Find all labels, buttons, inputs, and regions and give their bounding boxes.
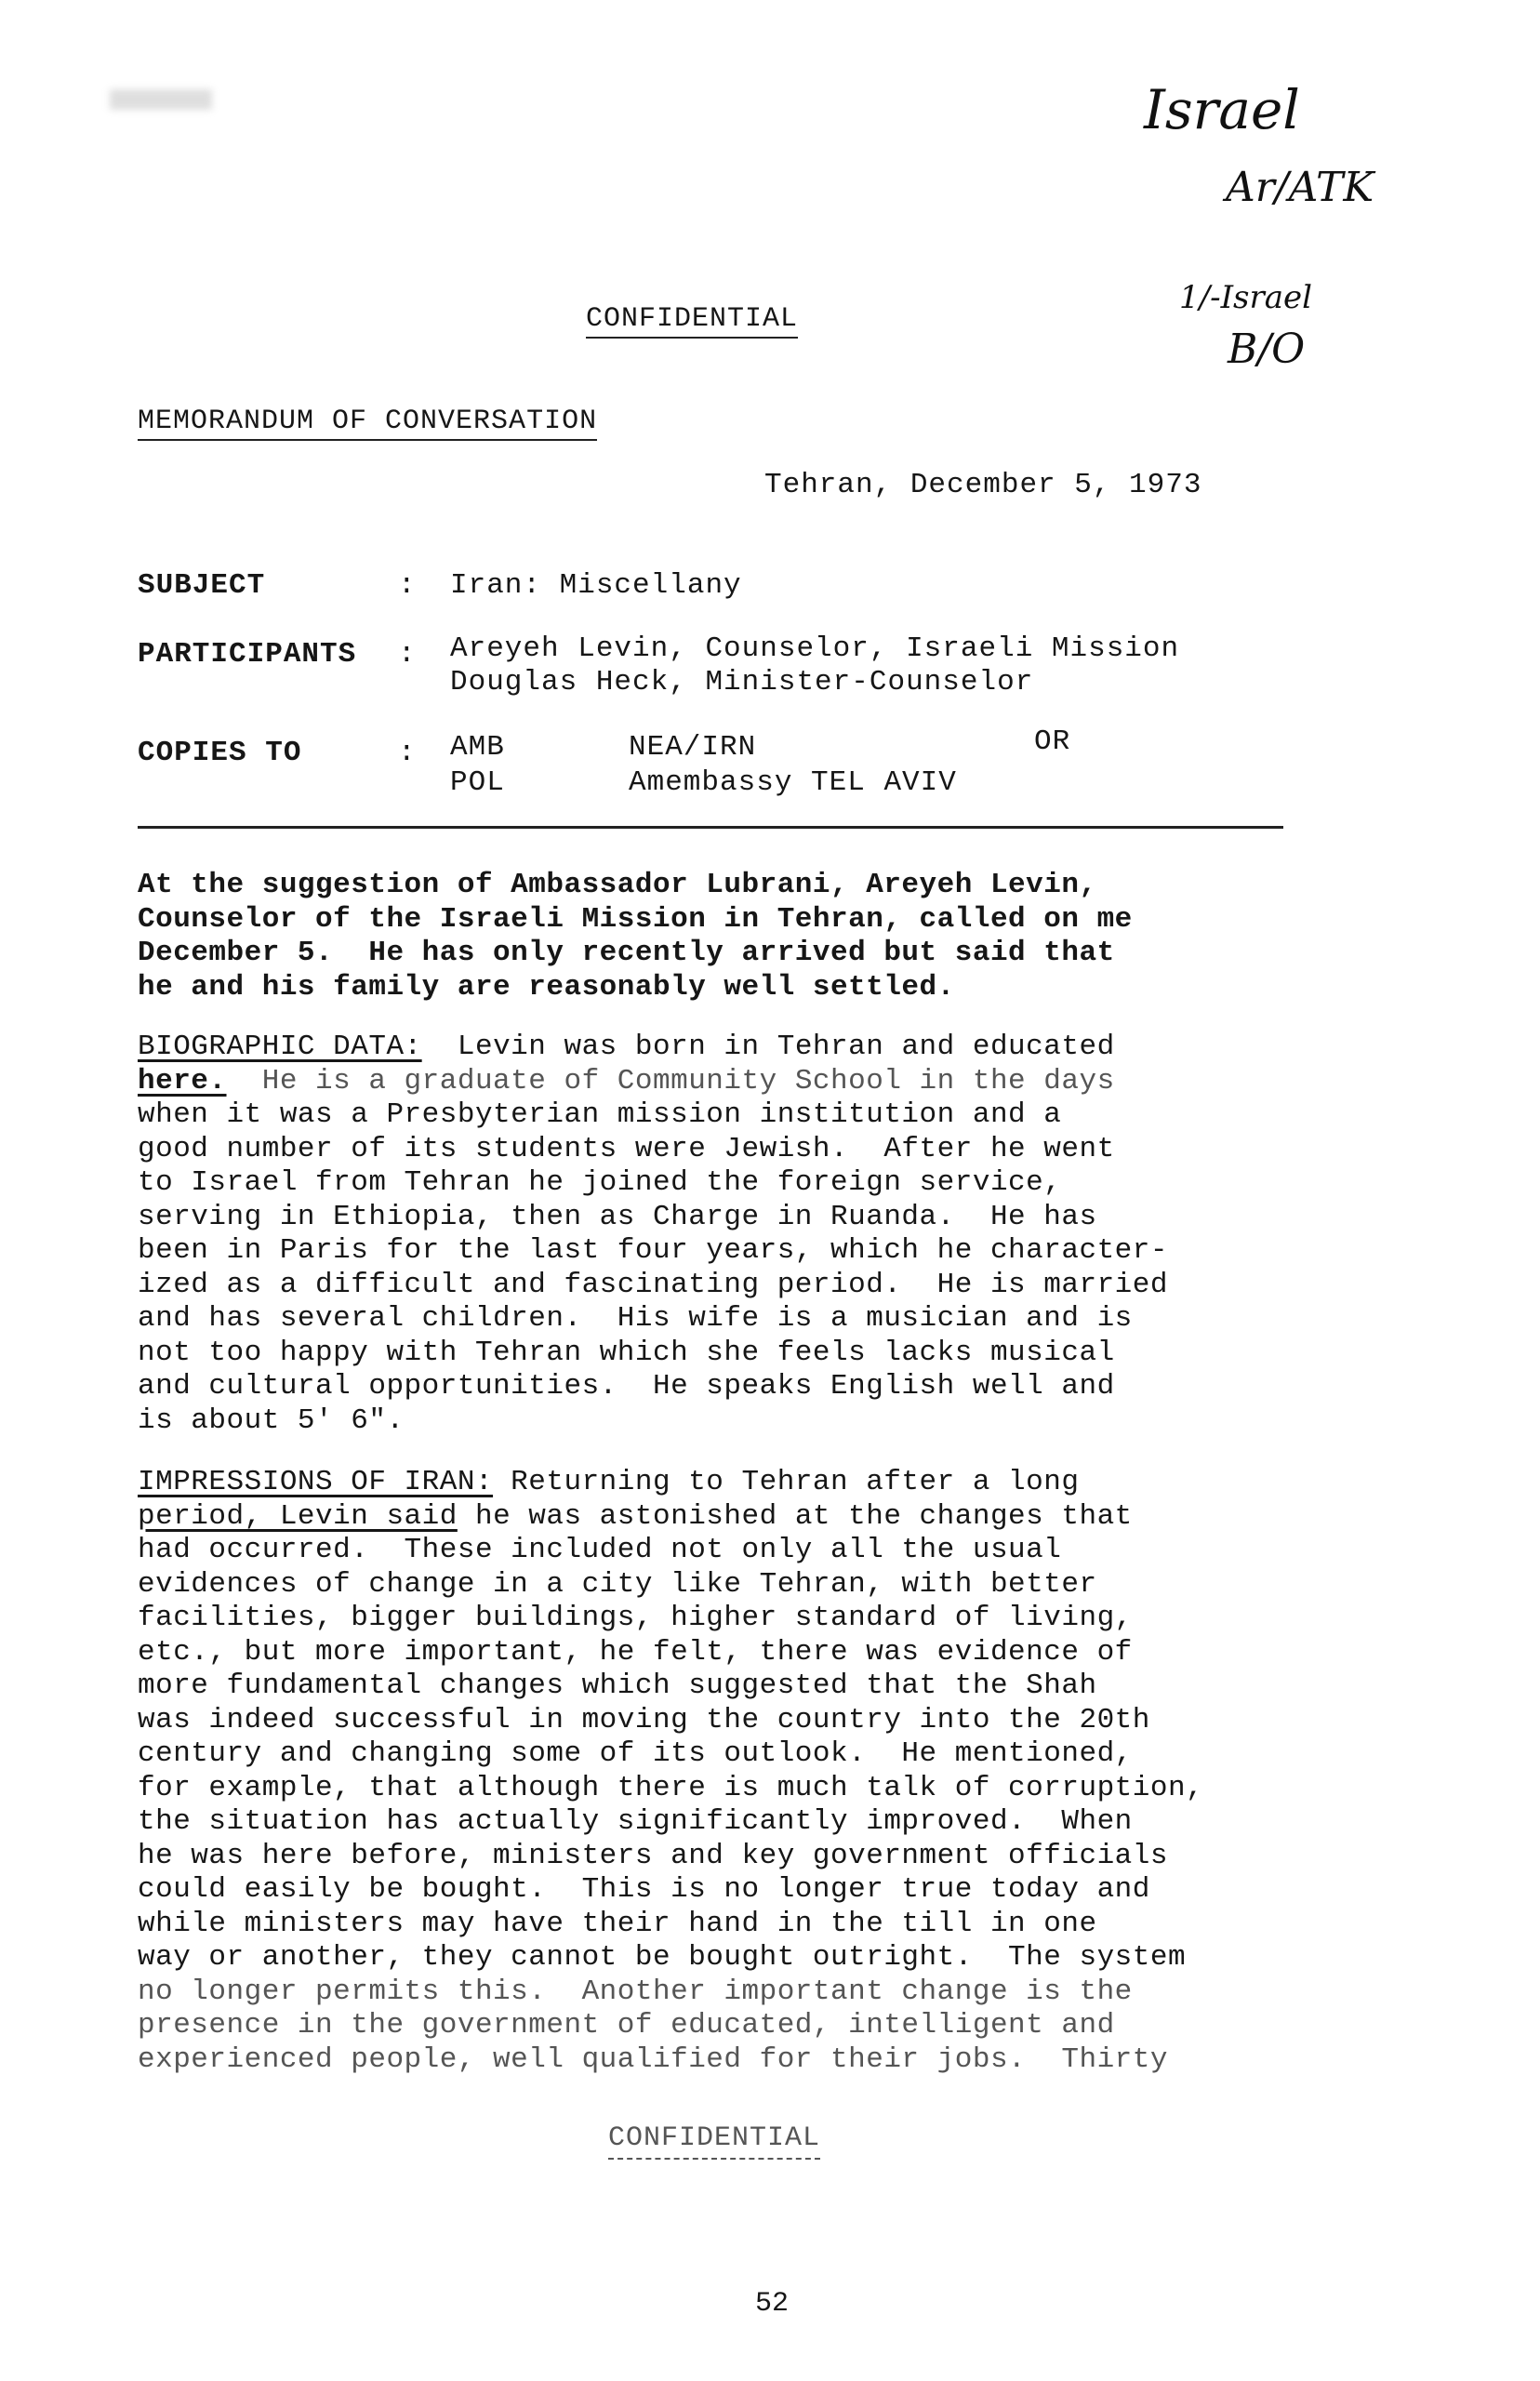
copy-nea: NEA/IRN [629,731,757,764]
subject-label: SUBJECT [138,569,266,602]
text-line: he and his family are reasonably well settled. [138,970,955,1004]
handwritten-file: 1/-Israel [1179,279,1312,316]
place-date: Tehran, December 5, 1973 [764,469,1202,501]
text-line [138,1065,1347,1099]
paragraph-intro [138,869,1347,1004]
copies-label: COPIES TO [138,737,302,769]
header-rule [138,826,1283,829]
text-line: presence in the government of educated, intelligent and [138,2009,1115,2042]
handwritten-israel: Israel [1144,78,1300,141]
text-line: ized as a difficult and fascinating period. He is married [138,1268,1168,1301]
impressions-heading-cont: period, Levin said [138,1499,458,1533]
text-line: and cultural opportunities. He speaks English well and [138,1370,1115,1403]
participant-levin: Areyeh Levin, Counselor, Israeli Mission [450,632,1180,665]
paragraph-impressions [138,1466,1347,2077]
biographic-second-line: He is a graduate of Community School in the days [226,1064,1115,1097]
classification-bottom: CONFIDENTIAL [608,2122,820,2160]
impressions-first-line: Returning to Tehran after a long [493,1466,1080,1498]
text-line: December 5. He has only recently arrived but said that [138,937,1115,969]
text-line: no longer permits this. Another important change is the [138,1975,1133,2008]
text-line: etc., but more important, he felt, there was evidence of [138,1635,1133,1669]
here-word: here. [138,1064,227,1097]
subject-colon: : [398,569,417,602]
text-line [138,1466,1347,1500]
participants-label: PARTICIPANTS [138,638,357,671]
text-line: Counselor of the Israeli Mission in Tehran, called on me [138,902,1133,936]
text-line: not too happy with Tehran which she feels lacks musical [138,1336,1115,1369]
text-line [138,1500,1347,1535]
text-line: the situation has actually significantly improved. When [138,1805,1133,1838]
text-line [138,1031,1347,1065]
text-line: is about 5' 6". [138,1403,405,1437]
text-line: been in Paris for the last four years, which he character- [138,1234,1168,1267]
text-line: was indeed successful in moving the country into the 20th [138,1703,1150,1736]
text-line: facilities, bigger buildings, higher standard of living, [138,1602,1133,1634]
scan-smudge [110,89,212,110]
subject-value: Iran: Miscellany [450,569,742,602]
biographic-heading: BIOGRAPHIC DATA: [138,1031,422,1063]
memo-title: MEMORANDUM OF CONVERSATION [138,406,597,441]
participants-colon: : [398,638,417,671]
text-line: could easily be bought. This is no longer true today and [138,1873,1150,1906]
text-line: more fundamental changes which suggested that the Shah [138,1669,1097,1702]
text-line: experienced people, well qualified for their jobs. Thirty [138,2042,1168,2076]
text-line: had occurred. These included not only all the usual [138,1534,1062,1566]
impressions-heading: IMPRESSIONS OF IRAN: [138,1466,494,1498]
copies-colon: : [398,737,417,769]
text-line: serving in Ethiopia, then as Charge in Ruanda. He has [138,1200,1097,1233]
paragraph-biographic [138,1031,1347,1438]
text-line: century and changing some of its outlook. He mentioned, [138,1737,1133,1770]
text-line: for example, that although there is much talk of corruption, [138,1771,1204,1804]
copy-pol: POL [450,766,505,799]
text-line: when it was a Presbyterian mission institution and a [138,1098,1062,1131]
classification-top: CONFIDENTIAL [586,303,798,339]
impressions-second-line: he was astonished at the changes that [457,1499,1133,1533]
biographic-first-line: Levin was born in Tehran and educated [421,1031,1115,1063]
handwritten-bo: B/O [1228,326,1306,373]
text-line: way or another, they cannot be bought outright. The system [138,1941,1187,1974]
copy-amb: AMB [450,731,505,764]
text-line: At the suggestion of Ambassador Lubrani, Areyeh Levin, [138,869,1097,901]
participant-heck: Douglas Heck, Minister-Counselor [450,666,1034,698]
text-line: he was here before, ministers and key government officials [138,1839,1168,1872]
text-line: and has several children. His wife is a musician and is [138,1302,1133,1335]
page-number: 52 [755,2288,790,2320]
text-line: good number of its students were Jewish. After he went [138,1132,1115,1165]
text-line: evidences of change in a city like Tehran, with better [138,1567,1097,1601]
handwritten-routing: Ar/ATK [1226,164,1374,211]
copy-or: OR [1034,725,1071,758]
text-line: to Israel from Tehran he joined the foreign service, [138,1166,1062,1199]
text-line: while ministers may have their hand in the till in one [138,1907,1097,1940]
copy-tel-aviv: Amembassy TEL AVIV [629,766,957,799]
